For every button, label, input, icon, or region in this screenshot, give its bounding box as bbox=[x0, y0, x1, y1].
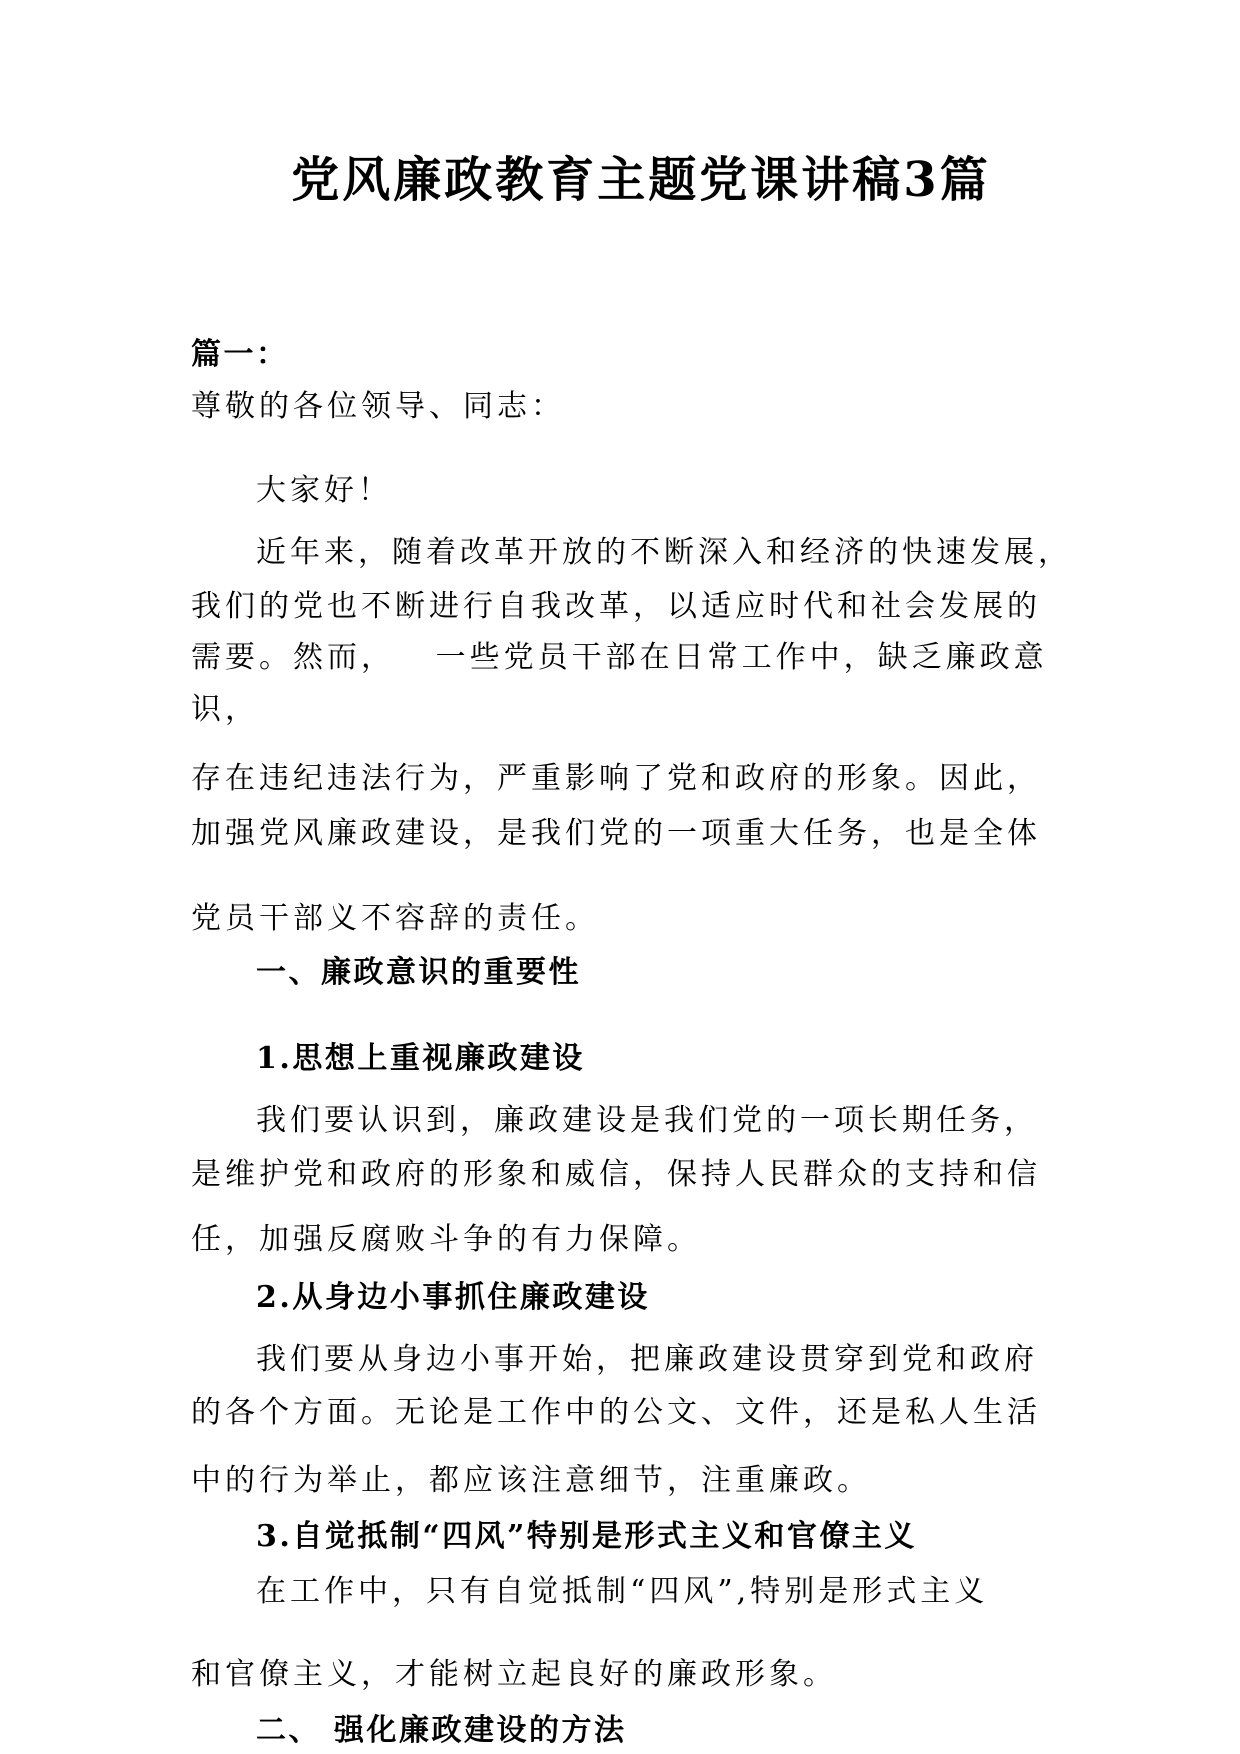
salutation: 尊敬的各位领导、同志： bbox=[191, 389, 565, 424]
paragraph-line: 存在违纪违法行为，严重影响了党和政府的形象。因此， bbox=[191, 761, 1041, 796]
document-title: 党风廉政教育主题党课讲稿3篇 bbox=[291, 152, 991, 208]
section-heading: 二、 强化廉政建设的方法 bbox=[256, 1713, 627, 1748]
paragraph-line: 我们的党也不断进行自我改革，以适应时代和社会发展的 bbox=[191, 589, 1041, 624]
paragraph-line: 中的行为举止，都应该注意细节，注重廉政。 bbox=[191, 1463, 871, 1498]
paragraph-line: 任，加强反腐败斗争的有力保障。 bbox=[191, 1222, 701, 1257]
paragraph-line: 是维护党和政府的形象和威信，保持人民群众的支持和信 bbox=[191, 1157, 1041, 1192]
paragraph-line: 识， bbox=[191, 692, 259, 727]
part-label: 篇一： bbox=[191, 337, 289, 372]
paragraph-line: 党员干部义不容辞的责任。 bbox=[191, 901, 599, 936]
paragraph-line: 的各个方面。无论是工作中的公文、文件，还是私人生活 bbox=[191, 1395, 1041, 1430]
subsection-heading: 1.思想上重视廉政建设 bbox=[256, 1041, 585, 1076]
paragraph-line: 在工作中，只有自觉抵制“四风”,特别是形式主义 bbox=[256, 1574, 989, 1609]
greeting: 大家好！ bbox=[256, 473, 392, 508]
subsection-heading: 2.从身边小事抓住廉政建设 bbox=[256, 1280, 650, 1315]
section-heading: 一、廉政意识的重要性 bbox=[256, 955, 581, 990]
paragraph-line: 加强党风廉政建设，是我们党的一项重大任务，也是全体 bbox=[191, 816, 1041, 851]
paragraph-line: 需要。然而， 一些党员干部在日常工作中，缺乏廉政意 bbox=[191, 640, 1048, 675]
paragraph-line: 近年来，随着改革开放的不断深入和经济的快速发展， bbox=[256, 535, 1072, 570]
paragraph-line: 和官僚主义，才能树立起良好的廉政形象。 bbox=[191, 1657, 837, 1692]
subsection-heading: 3.自觉抵制“四风”特别是形式主义和官僚主义 bbox=[256, 1519, 917, 1554]
paragraph-line: 我们要认识到，廉政建设是我们党的一项长期任务， bbox=[256, 1103, 1038, 1138]
paragraph-line: 我们要从身边小事开始，把廉政建设贯穿到党和政府 bbox=[256, 1342, 1038, 1377]
